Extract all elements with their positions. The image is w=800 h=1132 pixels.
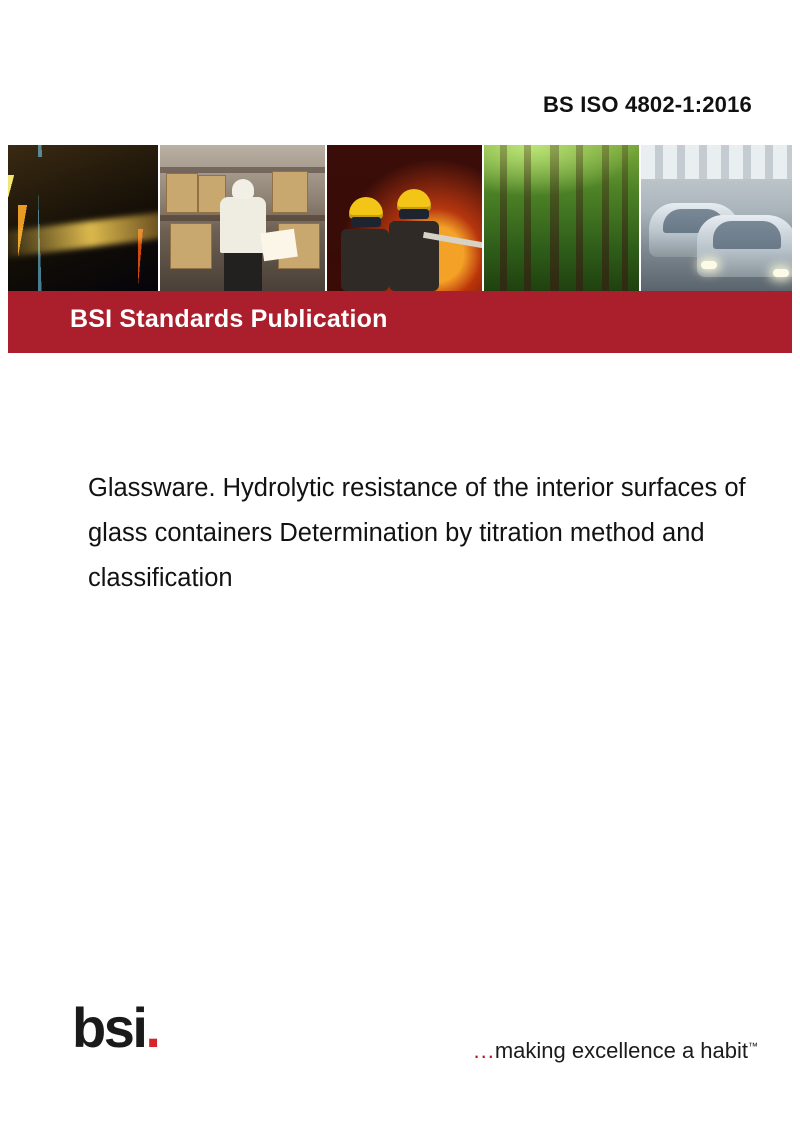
strip-image-warehouse-worker-with-documents bbox=[158, 145, 325, 291]
bsi-tagline bbox=[474, 1038, 759, 1064]
strip-image-cars-in-showroom bbox=[639, 145, 792, 291]
strip-image-pine-forest bbox=[482, 145, 639, 291]
strip-image-night-traffic-light-trails bbox=[8, 145, 158, 291]
firefighter-helmet bbox=[397, 189, 431, 211]
car-windshield bbox=[713, 221, 781, 249]
worker-shirt bbox=[220, 197, 266, 253]
firefighter-visor bbox=[351, 217, 381, 227]
forest-canopy bbox=[484, 145, 639, 197]
tree-trunk bbox=[524, 145, 531, 291]
tree-trunk bbox=[602, 145, 609, 291]
firefighter-torso bbox=[341, 229, 389, 291]
bsi-logo-dot: . bbox=[145, 996, 159, 1059]
strip-image-firefighters-with-hose bbox=[325, 145, 482, 291]
firefighter-helmet bbox=[349, 197, 383, 219]
carton-box bbox=[170, 223, 212, 269]
firefighter-visor bbox=[399, 209, 429, 219]
showroom-ceiling-lights bbox=[641, 145, 792, 179]
tree-trunk bbox=[576, 145, 583, 291]
cover-image-strip bbox=[8, 145, 792, 291]
tagline-text: making excellence a habit bbox=[494, 1038, 748, 1063]
document-title: Glassware. Hydrolytic resistance of the interior surfaces of glass containers Determination by titration method and classification bbox=[88, 474, 746, 592]
tree-trunk bbox=[622, 145, 628, 291]
trademark-symbol: ™ bbox=[748, 1041, 758, 1053]
firefighter-torso bbox=[389, 221, 439, 291]
bsi-logo bbox=[72, 996, 159, 1059]
worker-hard-hat bbox=[232, 179, 254, 199]
car-headlamp bbox=[773, 269, 789, 277]
carton-box bbox=[166, 173, 198, 213]
tree-trunk bbox=[550, 145, 559, 291]
tree-trunk bbox=[500, 145, 507, 291]
tagline-leading-ellipsis: ... bbox=[473, 1038, 495, 1063]
standard-reference-number: BS ISO 4802-1:2016 bbox=[542, 92, 752, 117]
bsi-standards-publication-banner bbox=[8, 291, 792, 353]
banner-label: BSI Standards Publication bbox=[70, 305, 388, 333]
worker-paperwork bbox=[260, 229, 298, 261]
bsi-logo-wordmark: bsi bbox=[72, 996, 146, 1059]
worker-legs bbox=[224, 249, 262, 291]
car-headlamp bbox=[701, 261, 717, 269]
carton-box bbox=[272, 171, 308, 213]
